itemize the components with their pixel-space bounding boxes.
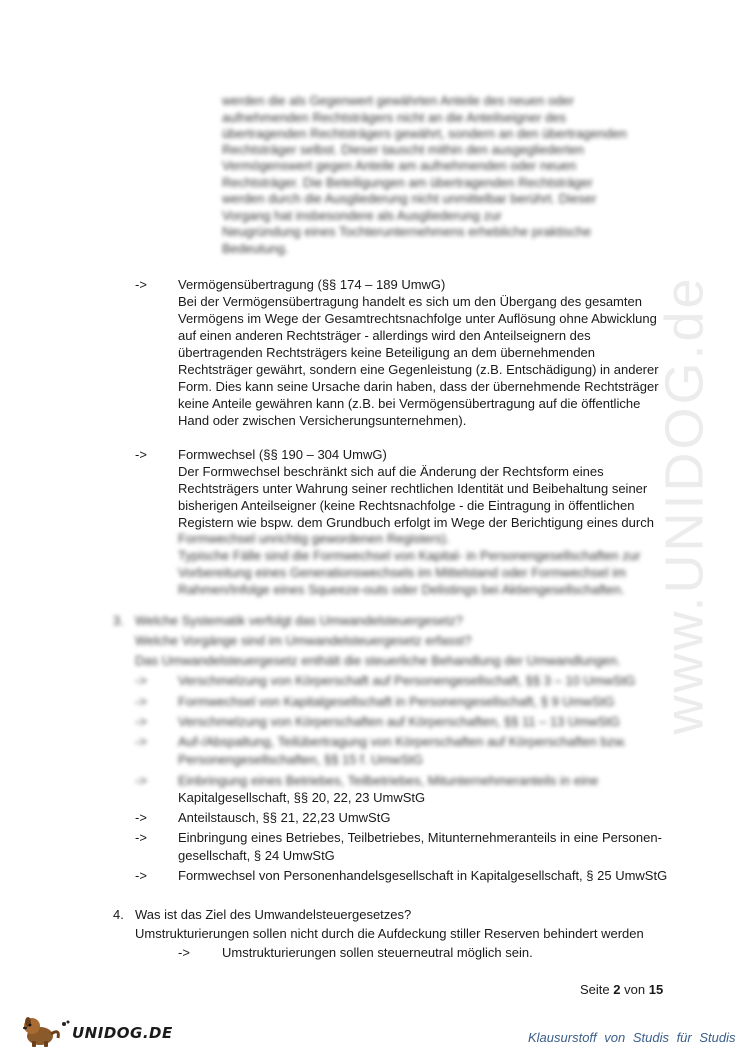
text-line: Hand oder zwischen Versicherungsunternehmen). [178, 413, 467, 428]
arrow-bullet: -> [135, 734, 147, 749]
list-item: Formwechsel von Kapitalgesellschaft in Personengesellschaft, § 9 UmwStG [178, 694, 615, 709]
arrow-bullet: -> [135, 673, 147, 688]
page-current: 2 [613, 982, 621, 997]
text-line: Rechtsträgers unter Wahrung seiner rechtlichen Identität und Beibehaltung seiner [178, 481, 648, 496]
text-line: Vorbereitung eines Generationswechsels im Mittelstand oder Formwechsel im [178, 565, 626, 580]
page-prefix: Seite [580, 982, 610, 997]
text-line: werden die als Gegenwert gewährten Anteile des neuen oder [222, 93, 574, 108]
text-line: Rechtsträger gewährt, sondern eine Gegenleistung (z.B. Entschädigung) in anderer [178, 362, 659, 377]
list-item: Umstrukturierungen sollen steuerneutral möglich sein. [222, 945, 533, 960]
arrow-bullet: -> [135, 773, 147, 788]
unidog-logo [20, 1014, 173, 1048]
text-line: Neugründung eines Tochterunternehmens erhebliche praktische [222, 224, 592, 239]
text-line: Formwechsel unrichtig gewordenen Registers). [178, 531, 450, 546]
list-item: Auf-/Abspaltung, Teilübertragung von Körperschaften auf Körperschaften bzw. [178, 734, 627, 749]
text-line: Vermögenswert gegen Anteile am aufnehmenden oder neuen [222, 158, 577, 173]
list-item: Anteilstausch, §§ 21, 22,23 UmwStG [178, 810, 391, 825]
question-text: Was ist das Ziel des Umwandelsteuergesetzes? [135, 907, 412, 922]
list-item: Einbringung eines Betriebes, Teilbetriebes, Mitunternehmeranteils in eine [178, 773, 599, 788]
page-middle: von [624, 982, 646, 997]
text-line: Rahmen/Infolge eines Squeeze-outs oder Delistings bei Aktiengesellschaften. [178, 582, 625, 597]
list-item: Verschmelzung von Körperschaften auf Körperschaften, §§ 11 – 13 UmwStG [178, 714, 620, 729]
arrow-bullet: -> [135, 447, 147, 462]
question-number: 3. [113, 613, 124, 628]
text-line: aufnehmenden Rechtsträgers nicht an die Anteilseigner des [222, 110, 566, 125]
question-number: 4. [113, 907, 124, 922]
text-line: keine Anteile gewähren kann (z.B. bei Vermögensübertragung auf die öffentliche [178, 396, 641, 411]
text-line: Das Umwandelsteuergesetz enthält die steuerliche Behandlung der Umwandlungen. [135, 653, 621, 668]
text-line: werden durch die Ausgliederung nicht unmittelbar berührt. Dieser [222, 191, 597, 206]
arrow-bullet: -> [135, 868, 147, 883]
text-line: Registern wie bspw. dem Grundbuch erfolgt im Wege der Berichtigung eines durch [178, 515, 654, 530]
text-line: Bei der Vermögensübertragung handelt es sich um den Übergang des gesamten [178, 294, 642, 309]
list-item: Personengesellschaften, §§ 15 f. UmwStG [178, 752, 423, 767]
page-total: 15 [648, 982, 664, 997]
text-line: Bedeutung. [222, 241, 289, 256]
list-item: Verschmelzung von Körperschaft auf Personengesellschaft, §§ 3 – 10 UmwStG [178, 673, 636, 688]
arrow-bullet: -> [135, 810, 147, 825]
text-line: Der Formwechsel beschränkt sich auf die Änderung der Rechtsform eines [178, 464, 604, 479]
text-line: übertragenden Rechtsträgers gewährt, sondern an den übertragenden [222, 126, 627, 141]
text-line: Welche Vorgänge sind im Umwandelsteuergesetz erfasst? [135, 633, 472, 648]
text-line: Rechtsträger. Die Beteiligungen am übertragenden Rechtsträger [222, 175, 593, 190]
text-line: Vermögens im Wege der Gesamtrechtsnachfolge unter Auflösung ohne Abwicklung [178, 311, 657, 326]
arrow-bullet: -> [135, 714, 147, 729]
section-title: Formwechsel (§§ 190 – 304 UmwG) [178, 447, 387, 462]
text-line: auf einen anderen Rechtsträger - allerdings wird den Anteilseignern des [178, 328, 591, 343]
answer-text: Umstrukturierungen sollen nicht durch die Aufdeckung stiller Reserven behindert werden [135, 926, 644, 941]
text-line: Form. Dies kann seine Ursache darin haben, dass der übernehmende Rechtsträger [178, 379, 659, 394]
list-item: Formwechsel von Personenhandelsgesellschaft in Kapitalgesellschaft, § 25 UmwStG [178, 868, 668, 883]
text-line: Rechtsträger selbst. Dieser tauscht mithin den ausgegliederten [222, 142, 585, 157]
logo-text: UNIDOG.DE [72, 1024, 173, 1042]
list-item-continuation: Kapitalgesellschaft, §§ 20, 22, 23 UmwStG [178, 790, 426, 805]
tagline: Klausurstoff von Studis für Studis [528, 1030, 736, 1045]
text-line: Welche Systematik verfolgt das Umwandelsteuergesetz? [135, 613, 463, 628]
text-line: übertragenden Rechtsträgers keine Beteiligung an dem übernehmenden [178, 345, 596, 360]
arrow-bullet: -> [135, 694, 147, 709]
list-item: Einbringung eines Betriebes, Teilbetriebes, Mitunternehmeranteils in eine Personen- [178, 830, 662, 845]
text-line: Typische Fälle sind die Formwechsel von Kapital- in Personengesellschaften zur [178, 548, 641, 563]
section-title: Vermögensübertragung (§§ 174 – 189 UmwG) [178, 277, 446, 292]
arrow-bullet: -> [178, 945, 190, 960]
dog-icon [20, 1014, 72, 1048]
arrow-bullet: -> [135, 830, 147, 845]
watermark: www.UNIDOG.de [655, 275, 715, 735]
text-line: Vorgang hat insbesondere als Ausgliederung zur [222, 208, 502, 223]
page-number [580, 982, 663, 997]
text-line: bisherigen Anteilseigner (keine Rechtsnachfolge - die Eintragung in öffentlichen [178, 498, 635, 513]
arrow-bullet: -> [135, 277, 147, 292]
list-item: gesellschaft, § 24 UmwStG [178, 848, 335, 863]
